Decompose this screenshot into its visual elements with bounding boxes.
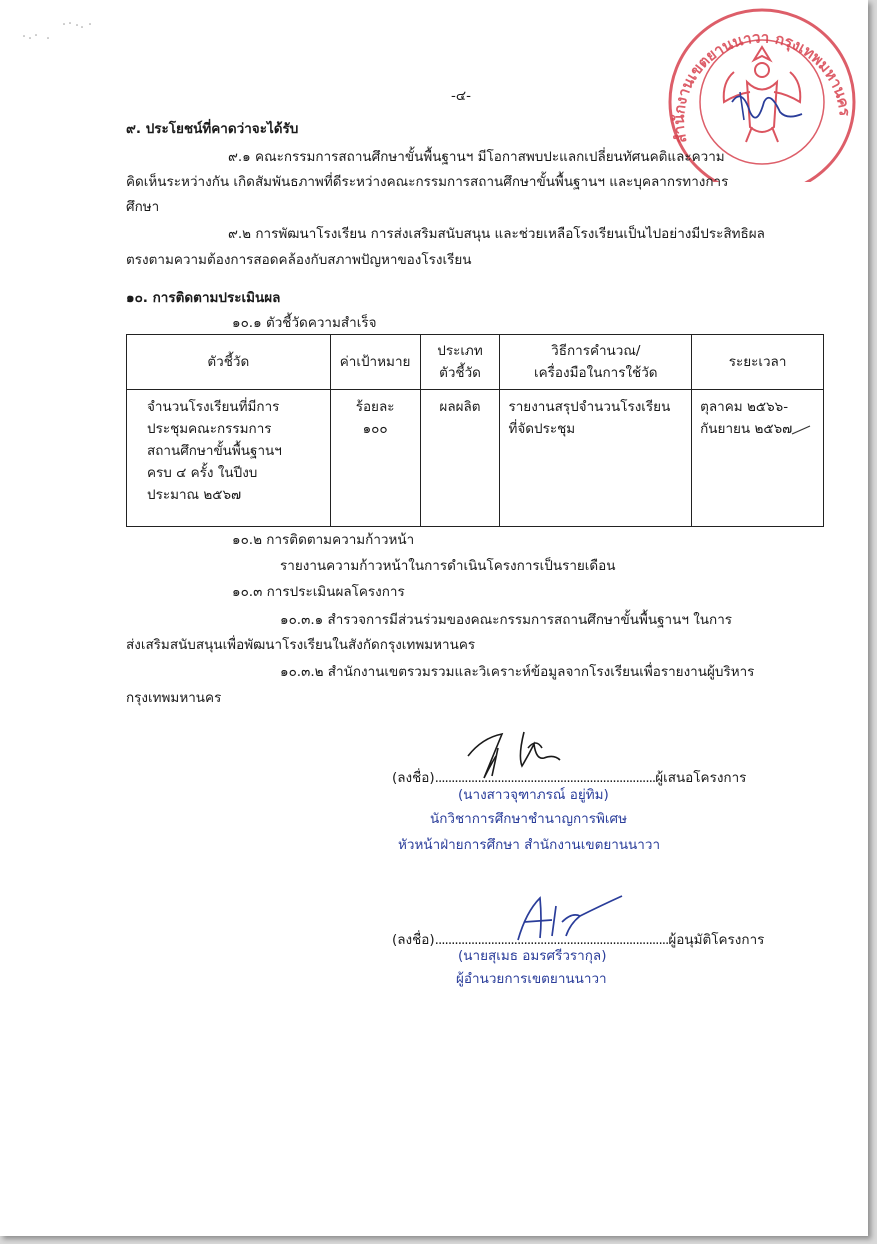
cell-period: [692, 390, 824, 527]
signature2-name: (นายสุเมธ อมรศรีวรากุล): [458, 948, 607, 964]
section10-sub31-line2: ส่งเสริมสนับสนุนเพื่อพัฒนาโรงเรียนในสังกัดกรุงเทพมหานคร: [126, 637, 476, 653]
section10-sub1: ๑๐.๑ ตัวชี้วัดความสำเร็จ: [232, 315, 377, 331]
section10-sub2-text: รายงานความก้าวหน้าในการดำเนินโครงการเป็นรายเดือน: [280, 558, 616, 574]
indicator-line: จำนวนโรงเรียนที่มีการ: [147, 399, 280, 415]
signature2-role: ผู้อนุมัติโครงการ: [668, 932, 765, 948]
target-line: ร้อยละ: [355, 399, 395, 415]
signature1-name: (นางสาวจุฑาภรณ์ อยู่ทิม): [458, 787, 609, 803]
header-type-line1: ประเภท: [437, 343, 483, 359]
header-indicator: ตัวชี้วัด: [127, 335, 331, 390]
period-line: ตุลาคม ๒๕๖๖-: [700, 399, 789, 415]
indicator-line: ครบ ๔ ครั้ง ในปีงบ: [147, 465, 258, 481]
header-method-line1: วิธีการคำนวณ/: [551, 343, 641, 359]
section9-heading: ๙. ประโยชน์ที่คาดว่าจะได้รับ: [126, 121, 299, 137]
header-type-line2: ตัวชี้วัด: [439, 365, 481, 381]
header-period: ระยะเวลา: [692, 335, 824, 390]
tick-mark: [790, 424, 812, 438]
indicator-table: [126, 334, 824, 527]
signature2-position1: ผู้อำนวยการเขตยานนาวา: [456, 971, 607, 987]
header-type: [420, 335, 500, 390]
page-number: -๔-: [451, 88, 471, 104]
section10-sub32-line2: กรุงเทพมหานคร: [126, 690, 222, 706]
method-line: ที่จัดประชุม: [508, 421, 576, 437]
section10-sub31-line1: ๑๐.๓.๑ สำรวจการมีส่วนร่วมของคณะกรรมการสถานศึกษาขั้นพื้นฐานฯ ในการ: [280, 612, 733, 628]
section9-item1-line1: ๙.๑ คณะกรรมการสถานศึกษาขั้นพื้นฐานฯ มีโอกาสพบปะแลกเปลี่ยนทัศนคติและความ: [228, 149, 725, 165]
section9-item2-line2: ตรงตามความต้องการสอดคล้องกับสภาพปัญหาของโรงเรียน: [126, 252, 472, 268]
signature2-label: (ลงชื่อ): [392, 932, 435, 948]
target-line: ๑๐๐: [362, 421, 388, 437]
indicator-line: สถานศึกษาขั้นพื้นฐานฯ: [147, 443, 282, 459]
section10-sub3: ๑๐.๓ การประเมินผลโครงการ: [232, 584, 405, 600]
cell-type: ผลผลิต: [420, 390, 500, 527]
header-method: [500, 335, 692, 390]
cell-indicator: [127, 390, 331, 527]
indicator-line: ประมาณ ๒๕๖๗: [147, 487, 242, 503]
section9-item1-line2: คิดเห็นระหว่างกัน เกิดสัมพันธภาพที่ดีระหว่างคณะกรรมการสถานศึกษาขั้นพื้นฐานฯ และบุคลากรทางการ: [126, 174, 729, 190]
header-target: ค่าเป้าหมาย: [330, 335, 420, 390]
section9-item1-line3: ศึกษา: [126, 199, 160, 215]
indicator-line: ประชุมคณะกรรมการ: [147, 421, 272, 437]
table-row: [127, 390, 824, 527]
period-line: กันยายน ๒๕๖๗: [700, 421, 793, 437]
section10-sub32-line1: ๑๐.๓.๒ สำนักงานเขตรวมรวมและวิเคราะห์ข้อมูลจากโรงเรียนเพื่อรายงานผู้บริหาร: [280, 664, 755, 680]
section10-heading: ๑๐. การติดตามประเมินผล: [126, 290, 281, 306]
signature1-role: ผู้เสนอโครงการ: [655, 770, 747, 786]
signature1-label: (ลงชื่อ): [392, 770, 435, 786]
svg-text:สำนักงานเขตยานนาวา กรุงเทพมหาน: สำนักงานเขตยานนาวา กรุงเทพมหานคร: [669, 28, 854, 145]
method-line: รายงานสรุปจำนวนโรงเรียน: [508, 399, 671, 415]
signature2-dots: .......................................................................: [434, 932, 669, 948]
signature1-dots: ...................................................................: [434, 770, 656, 786]
cell-method: [500, 390, 692, 527]
table-header-row: [127, 335, 824, 390]
cell-target: [330, 390, 420, 527]
header-method-line2: เครื่องมือในการใช้วัด: [534, 365, 658, 381]
signature1-position2: หัวหน้าฝ่ายการศึกษา สำนักงานเขตยานนาวา: [398, 837, 661, 853]
signature1-position1: นักวิชาการศึกษาชำนาญการพิเศษ: [430, 811, 627, 827]
scan-marks: [20, 18, 100, 48]
section10-sub2: ๑๐.๒ การติดตามความก้าวหน้า: [232, 532, 415, 548]
section9-item2-line1: ๙.๒ การพัฒนาโรงเรียน การส่งเสริมสนับสนุน และช่วยเหลือโรงเรียนเป็นไปอย่างมีประสิทธิผล: [228, 226, 765, 242]
